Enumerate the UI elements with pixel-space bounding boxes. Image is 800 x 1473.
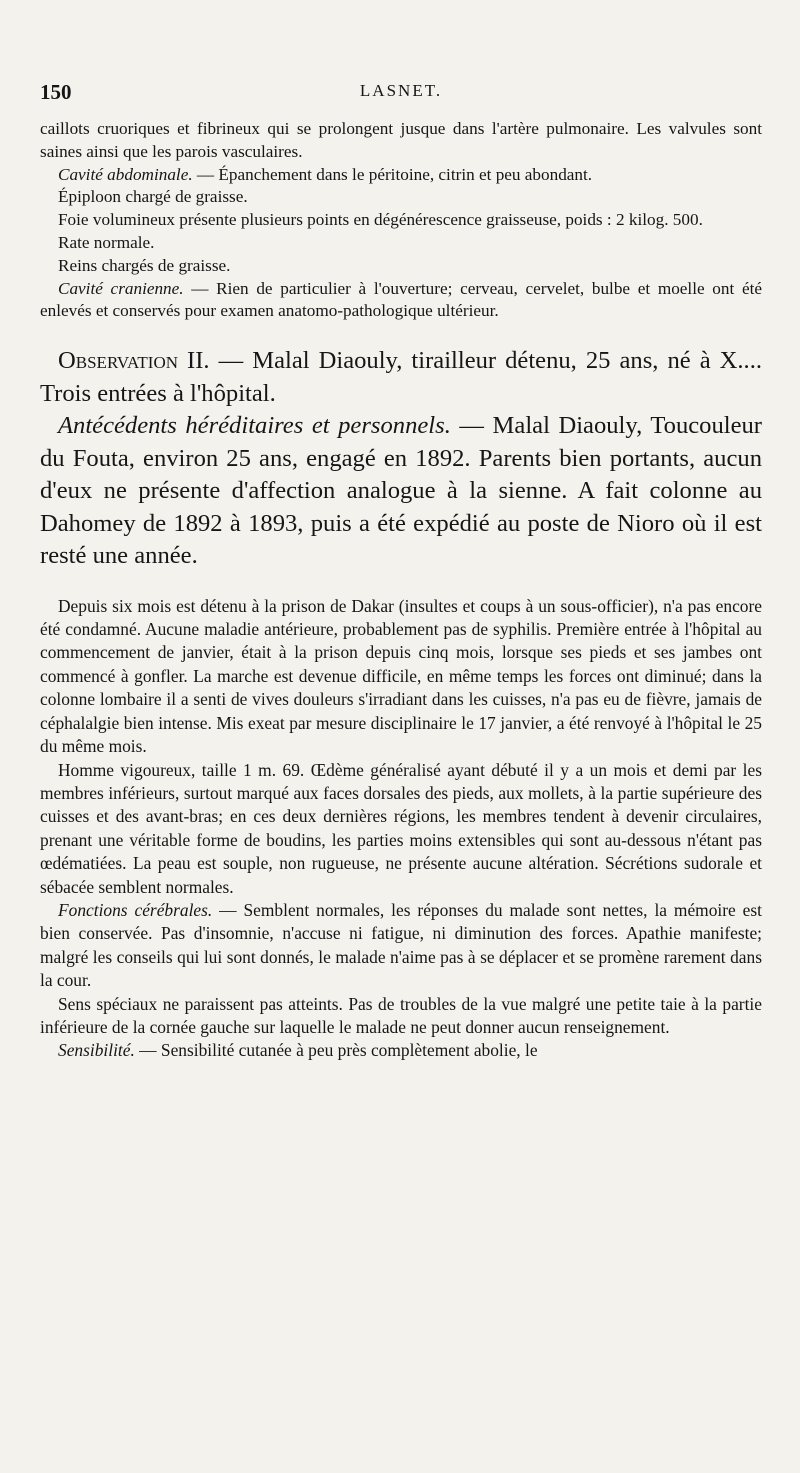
paragraph: Foie volumineux présente plusieurs points en dégénérescence graisseuse, poids : 2 kilog. 500. [58, 210, 703, 230]
paragraph: caillots cruoriques et fibrineux qui se prolongent jusque dans l'artère pulmonaire. Les valvules sont saines ainsi que les parois vasculaires. [40, 119, 762, 161]
paragraph-text: — Semblent normales, les réponses du malade sont nettes, la mémoire est bien conservée. Pas d'insomnie, n'accuse ni fatigue, ni diminution des forces. Apathie manifeste; malgré les conseils qui lui sont donnés, le malade n'aime pas à se déplacer et se promène rarement dans la cour. [40, 899, 762, 991]
observation-label: Observation II. [58, 347, 210, 375]
subheading: Antécédents héréditaires et personnels. [58, 412, 451, 440]
subheading: Fonctions cérébrales. [58, 899, 213, 920]
paragraph: Sens spéciaux ne paraissent pas atteints. Pas de troubles de la vue malgré une petite taie à la partie inférieure de la cornée gauche sur laquelle le malade ne peut donner aucun renseignement. [40, 993, 762, 1037]
paragraph: Homme vigoureux, taille 1 m. 69. Œdème généralisé ayant débuté il y a un mois et demi par les membres inférieurs, surtout marqué aux faces dorsales des pieds, aux mollets, à la partie supérieure des cuisses et des avant-bras; en ces deux dernières régions, les membres tendent à devenir circulaires, prenant une véritable forme de boudins, les parties moins extensibles qui sont au-dessous n'étant pas œdématiées. La peau est souple, non rugueuse, ne présente aucune altération. Sécrétions sudorale et sébacée semblent normales. [40, 759, 762, 897]
paragraph-text: — Rien de particulier à l'ouverture; cerveau, cervelet, bulbe et moelle ont été enlevés et conservés pour examen anatomo-pathologique ultérieur. [40, 278, 762, 321]
paragraph [40, 278, 762, 324]
paragraph: Rate normale. [58, 232, 155, 252]
clinical-section [40, 595, 762, 1063]
autopsy-section [40, 118, 762, 323]
observation-title [40, 345, 762, 410]
page-number: 150 [40, 80, 72, 104]
paragraph: Épiploon chargé de graisse. [58, 187, 248, 207]
paragraph-text: — Malal Diaouly, Toucouleur du Fouta, environ 25 ans, engagé en 1892. Parents bien portants, aucun d'eux ne présente d'affection analogue à la sienne. A fait colonne au Dahomey de 1892 à 1893, puis a été expédié au poste de Nioro où il est resté une année. [40, 412, 762, 570]
paragraph [40, 164, 762, 187]
observation-title-text: — Malal Diaouly, tirailleur détenu, 25 ans, né à X.... Trois entrées à l'hôpital. [40, 347, 762, 407]
subheading: Sensibilité. [58, 1040, 135, 1061]
observation-section [40, 345, 762, 573]
subheading: Cavité abdominale. [58, 164, 193, 184]
paragraph-text: — Sensibilité cutanée à peu près complètement abolie, le [134, 1040, 538, 1061]
paragraph: Depuis six mois est détenu à la prison de Dakar (insultes et coups à un sous-officier), n'a pas encore été condamné. Aucune maladie antérieure, probablement pas de syphilis. Première entrée à l'hôpital au commencement de janvier, était à la prison depuis cinq mois, lorsque ses pieds et ses jambes ont commencé à gonfler. La marche est devenue difficile, en même temps les forces ont diminué; dans la colonne lombaire il a senti de vives douleurs s'irradiant dans les cuisses, n'a pas eu de fièvre, jamais de céphalalgie bien intense. Mis exeat par mesure disciplinaire le 17 janvier, a été renvoyé à l'hôpital le 25 du même mois. [40, 595, 762, 757]
paragraph: Reins chargés de graisse. [58, 255, 231, 275]
paragraph-text: — Épanchement dans le péritoine, citrin et peu abondant. [192, 164, 593, 184]
page-header [40, 80, 762, 106]
paragraph [40, 1039, 762, 1062]
paragraph [40, 410, 762, 573]
subheading: Cavité cranienne. [58, 278, 184, 298]
paragraph [40, 899, 762, 993]
running-head: LASNET. [359, 81, 443, 100]
